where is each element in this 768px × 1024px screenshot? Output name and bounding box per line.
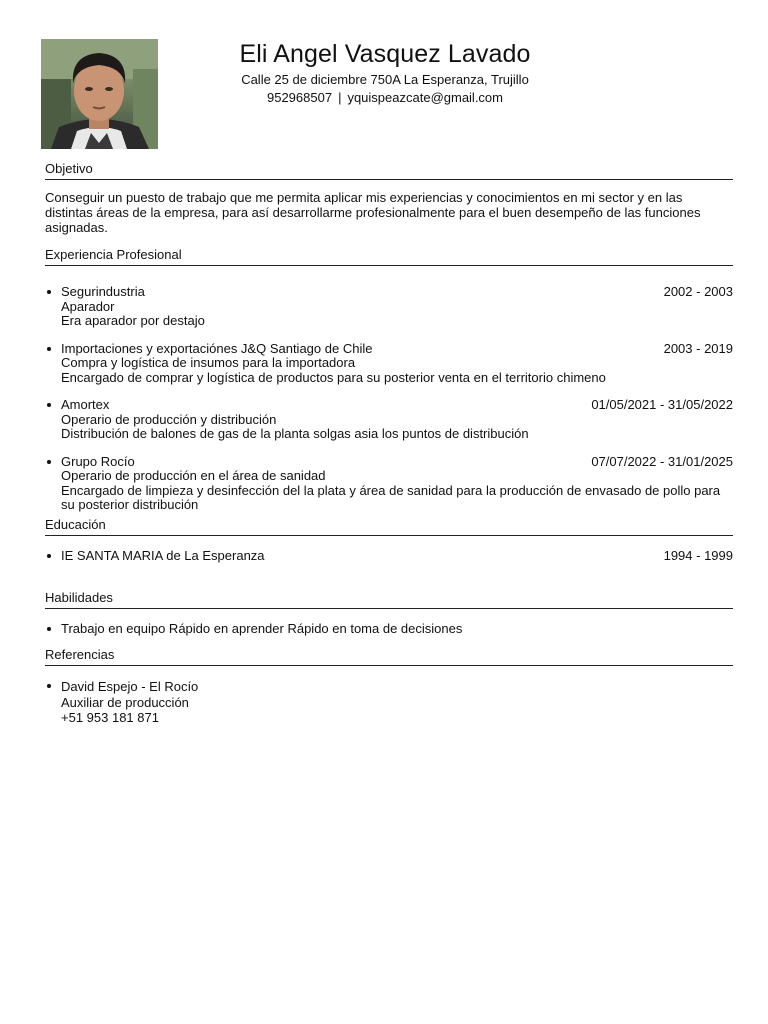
company-name: Amortex (61, 397, 110, 412)
company-name: Grupo Rocío (61, 453, 135, 469)
skills-title: Habilidades (45, 590, 733, 609)
profile-photo (41, 39, 158, 149)
school-name: IE SANTA MARIA de La Esperanza (61, 548, 265, 563)
job-description: Era aparador por destajo (61, 313, 205, 328)
experience-item (61, 285, 733, 329)
experience-item (61, 342, 733, 386)
job-role: Operario de producción en el área de sanidad (61, 468, 326, 483)
education-dates: 1994 - 1999 (663, 548, 733, 563)
contact-separator: | (338, 90, 342, 105)
education-item (61, 549, 733, 564)
resume-header (160, 38, 610, 107)
references-list (45, 677, 733, 726)
job-role: Operario de producción y distribución (61, 411, 277, 427)
experience-dates: 01/05/2021 - 31/05/2022 (591, 397, 733, 412)
education-list (45, 547, 733, 564)
education-section (45, 517, 733, 577)
job-role: Compra y logística de insumos para la importadora (61, 355, 356, 370)
job-description: Encargado de comprar y logística de productos para su posterior venta en el territorio chimeno (61, 369, 606, 385)
objective-text: Conseguir un puesto de trabajo que me permita aplicar mis experiencias y conocimientos en mi sector y en las distintas áreas de la empresa, para así desarrollarme profesionalmente para el buen desempeño de las funciones asignadas. (45, 190, 701, 235)
person-portrait-icon (41, 39, 158, 149)
reference-role: Auxiliar de producción (61, 694, 189, 710)
experience-dates: 07/07/2022 - 31/01/2025 (591, 453, 733, 469)
company-name: Importaciones y exportaciónes J&Q Santiago de Chile (61, 340, 373, 356)
experience-item (61, 398, 733, 442)
references-title: Referencias (45, 647, 733, 666)
phone-number: 952968507 (266, 90, 333, 105)
contact-line (160, 89, 610, 107)
skills-list (45, 620, 733, 637)
skill-item: Trabajo en equipo Rápido en aprender Rápido en toma de decisiones (61, 622, 733, 637)
experience-dates: 2003 - 2019 (663, 340, 733, 356)
experience-list (45, 277, 733, 513)
reference-item (61, 679, 733, 726)
job-description: Distribución de balones de gas de la planta solgas asia los puntos de distribución (61, 426, 529, 441)
education-title: Educación (45, 517, 733, 536)
objective-section (45, 161, 733, 235)
company-name: Segurindustria (61, 284, 145, 299)
objective-title: Objetivo (45, 161, 733, 180)
references-section (45, 647, 733, 739)
job-role: Aparador (61, 298, 115, 314)
reference-phone: +51 953 181 871 (61, 710, 159, 725)
full-name: Eli Angel Vasquez Lavado (239, 40, 531, 68)
experience-dates: 2002 - 2003 (663, 284, 733, 299)
experience-item (61, 455, 733, 513)
email-link[interactable]: yquispeazcate@gmail.com (347, 90, 503, 105)
skills-section (45, 590, 733, 650)
address: Calle 25 de diciembre 750A La Esperanza, Trujillo (241, 72, 529, 87)
experience-section (45, 247, 733, 526)
job-description: Encargado de limpieza y desinfección del la plata y área de sanidad para la producción de envasado de pollo para su posterior distribución (61, 482, 721, 512)
experience-title: Experiencia Profesional (45, 247, 733, 266)
reference-name: David Espejo - El Rocío (61, 679, 199, 694)
